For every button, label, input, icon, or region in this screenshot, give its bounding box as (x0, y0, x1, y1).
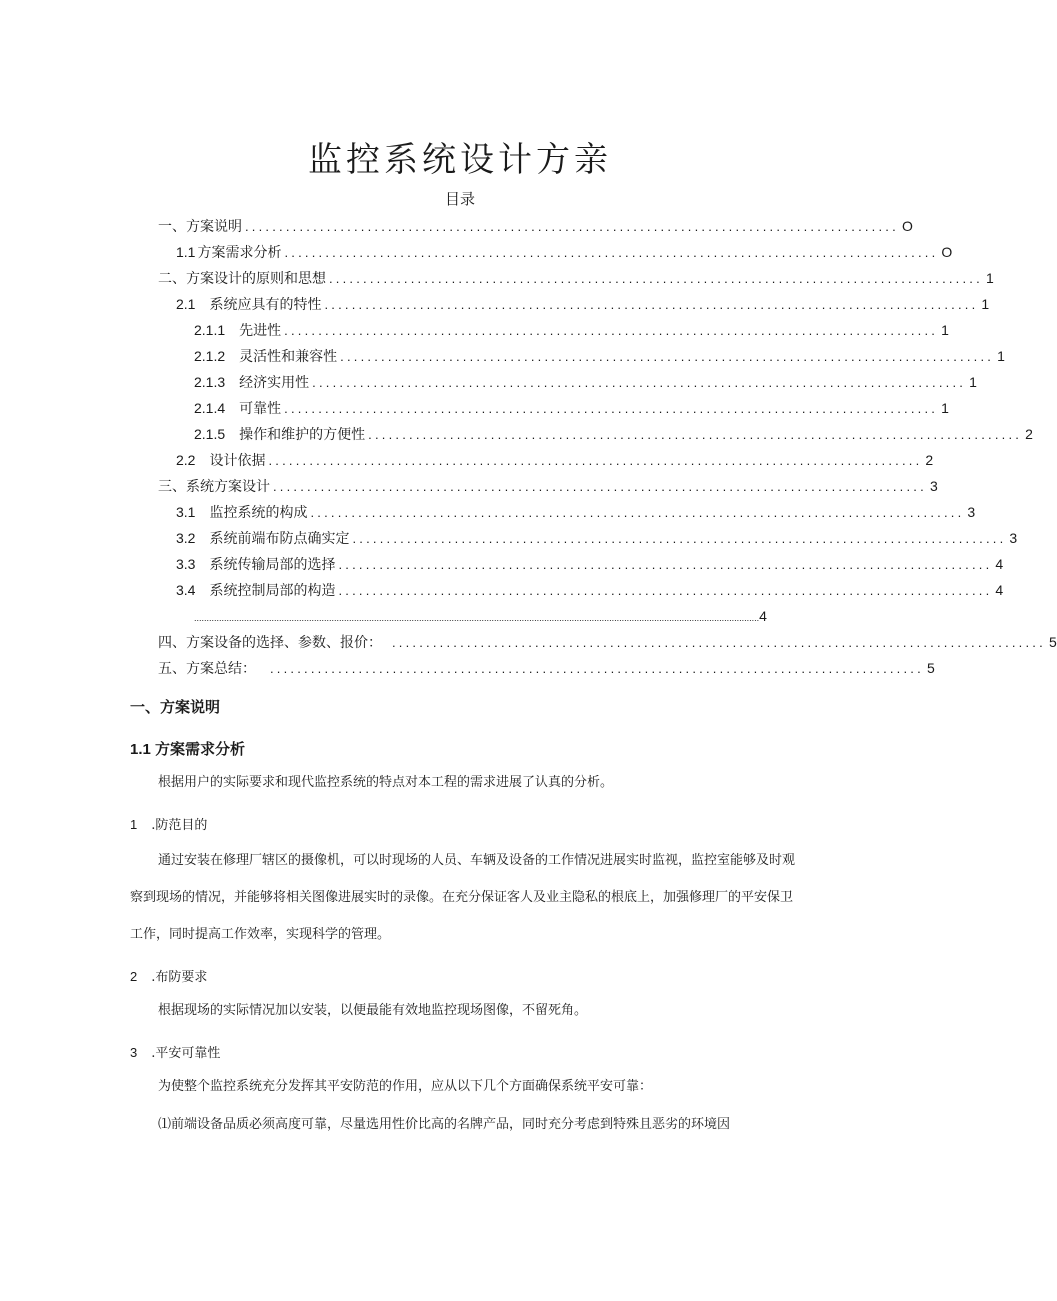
toc-entry-page: 3 (967, 504, 976, 520)
toc-entry[interactable] (158, 476, 938, 496)
toc-leader-dots: ................................................................................................ (245, 219, 899, 234)
toc-entry-page: 1 (941, 400, 949, 416)
toc-leader-dots: ................................................................................................ (368, 427, 1023, 442)
toc-leader-dots: ................................................................................................ (268, 453, 923, 468)
subsection-heading (130, 738, 245, 759)
toc-entry[interactable] (176, 554, 1004, 574)
list-item-label: .布防要求 (151, 970, 208, 985)
toc-leader-dots: ................................................................................................ (310, 505, 965, 520)
toc-entry-label: 操作和维护的方便性 (239, 427, 366, 443)
list-item-label: .平安可靠性 (151, 1046, 221, 1061)
toc-entry-page: 5 (926, 660, 935, 676)
toc-entry[interactable] (158, 216, 913, 236)
toc-entry-page: 5 (1048, 634, 1057, 650)
list-item-heading (130, 966, 207, 985)
toc-entry-label: 灵活性和兼容性 (239, 349, 338, 365)
toc-entry-number: 2.1.1 (194, 322, 226, 338)
toc-entry[interactable] (176, 580, 1004, 600)
toc-leader-dots: ................................................................................................ (352, 531, 1007, 546)
toc-entry[interactable] (176, 294, 990, 314)
toc-entry-label: 一、方案说明 (158, 219, 242, 235)
toc-entry-label: 二、方案设计的原则和思想 (158, 271, 326, 287)
toc-leader-dots: ................................................................................................ (392, 635, 1046, 650)
subsection-title: 方案需求分析 (155, 741, 246, 758)
intro-paragraph: 根据用户的实际要求和现代监控系统的特点对本工程的需求进展了认真的分析。 (158, 775, 614, 790)
toc-leader-dots: ................................................................................................ (340, 349, 995, 364)
toc-entry-number: 2.1.3 (194, 374, 226, 390)
body-paragraph: 通过安装在修理厂辖区的摄像机，可以时现场的人员、车辆及设备的工作情况进展实时监视，监控室能够及时观察到现场的情况，并能够将相关图像进展实时的录像。在充分保证客人及业主隐私的根底上，加强修理厂的平安保卫工作，同时提高工作效率，实现科学的管理。 (130, 853, 796, 942)
toc-entry-label: 可靠性 (239, 401, 282, 417)
toc-leader-dots: ................................................................................................ (273, 479, 927, 494)
toc-leader-dots: .................................................................................................................................................................................................................................. (194, 613, 760, 623)
toc-entry-number: 3.3 (176, 556, 196, 572)
section-heading: 一、方案说明 (130, 699, 221, 716)
toc-leader-dots: ................................................................................................ (338, 557, 993, 572)
toc-entry-page: O (901, 218, 913, 234)
toc-entry-label: 三、系统方案设计 (158, 479, 270, 495)
toc-entry-page: 4 (995, 582, 1004, 598)
toc-entry-label: 五、方案总结： (158, 661, 256, 677)
toc-entry[interactable] (194, 320, 949, 340)
list-item-label: .防范目的 (151, 818, 208, 833)
toc-entry[interactable] (158, 632, 1057, 652)
toc-entry[interactable] (194, 372, 977, 392)
toc-entry-page: 3 (929, 478, 938, 494)
toc-entry-label: 系统前端布防点确实定 (209, 531, 350, 547)
toc-entry[interactable] (194, 424, 1033, 444)
toc-entry-number: 3.4 (176, 582, 196, 598)
toc-entry-number: 3.1 (176, 504, 196, 520)
toc-entry-number: 2.1.4 (194, 400, 226, 416)
toc-entry-number: 2.1.2 (194, 348, 226, 364)
toc-entry-number: 3.2 (176, 530, 196, 546)
toc-leader-dots: ................................................................................................ (324, 297, 979, 312)
toc-leader-dots: ................................................................................................ (284, 323, 939, 338)
toc-entry-number: 2.2 (176, 452, 196, 468)
toc-entry-page: 3 (1009, 530, 1018, 546)
toc-entry[interactable] (176, 450, 934, 470)
toc-entry-label: 方案需求分析 (197, 245, 282, 261)
toc-entry-label: 系统应具有的特性 (209, 297, 322, 313)
toc-leader-dots: ................................................................................................ (338, 583, 993, 598)
toc-entry-label: 设计依据 (209, 453, 266, 469)
toc-entry[interactable] (176, 502, 976, 522)
list-item-number: 3 (130, 1045, 138, 1060)
toc-leader-dots: ................................................................................................ (270, 661, 924, 676)
toc-entry[interactable] (176, 242, 953, 262)
toc-entry[interactable] (158, 268, 994, 288)
toc-entry-page: 4 (995, 556, 1004, 572)
toc-entry-page: 1 (941, 322, 949, 338)
toc-entry-page: 2 (925, 452, 934, 468)
toc-entry-page: 1 (985, 270, 994, 286)
toc-heading: 目录 (444, 190, 475, 208)
body-paragraph: ⑴前端设备品质必须高度可靠，尽量选用性价比高的名牌产品，同时充分考虑到特殊且恶劣的环境因 (158, 1117, 731, 1132)
toc-leader-dots: ................................................................................................ (284, 245, 939, 260)
toc-entry-label: 经济实用性 (239, 375, 310, 391)
body-paragraph: 根据现场的实际情况加以安装，以便最能有效地监控现场图像，不留死角。 (158, 1003, 588, 1018)
toc-entry-page: 2 (1025, 426, 1033, 442)
toc-entry-label: 四、方案设备的选择、参数、报价： (158, 635, 382, 651)
list-item-number: 2 (130, 969, 138, 984)
toc-entry[interactable] (158, 658, 935, 678)
toc-entry-number: 2.1.5 (194, 426, 226, 442)
list-item-heading (130, 814, 207, 833)
list-item-number: 1 (130, 817, 138, 832)
toc-entry-page: 1 (997, 348, 1005, 364)
toc-entry-page: O (941, 244, 953, 260)
toc-entry[interactable] (176, 528, 1018, 548)
toc-leader-dots: ................................................................................................ (312, 375, 967, 390)
toc-entry-number: 2.1 (176, 296, 196, 312)
toc-entry-label: 先进性 (239, 323, 282, 339)
toc-entry-label: 系统传输局部的选择 (209, 557, 336, 573)
toc-entry[interactable] (194, 346, 1005, 366)
toc-leader-dots: ................................................................................................ (284, 401, 939, 416)
document-title: 监控系统设计方亲 (308, 140, 612, 180)
body-paragraph: 为使整个监控系统充分发挥其平安防范的作用，应从以下几个方面确保系统平安可靠： (158, 1079, 653, 1094)
list-item-heading (130, 1042, 220, 1061)
toc-entry[interactable] (194, 398, 949, 418)
toc-entry-page: 1 (969, 374, 977, 390)
toc-leader-dots: ................................................................................................ (329, 271, 983, 286)
toc-entry-number: 1.1 (176, 244, 196, 260)
toc-entry-page: 4 (759, 608, 767, 624)
toc-entry-label: 监控系统的构成 (209, 505, 308, 521)
toc-entry-label: 系统控制局部的构造 (209, 583, 336, 599)
toc-entry-page: 1 (981, 296, 990, 312)
toc-entry[interactable] (194, 606, 766, 626)
subsection-number: 1.1 (130, 741, 151, 758)
